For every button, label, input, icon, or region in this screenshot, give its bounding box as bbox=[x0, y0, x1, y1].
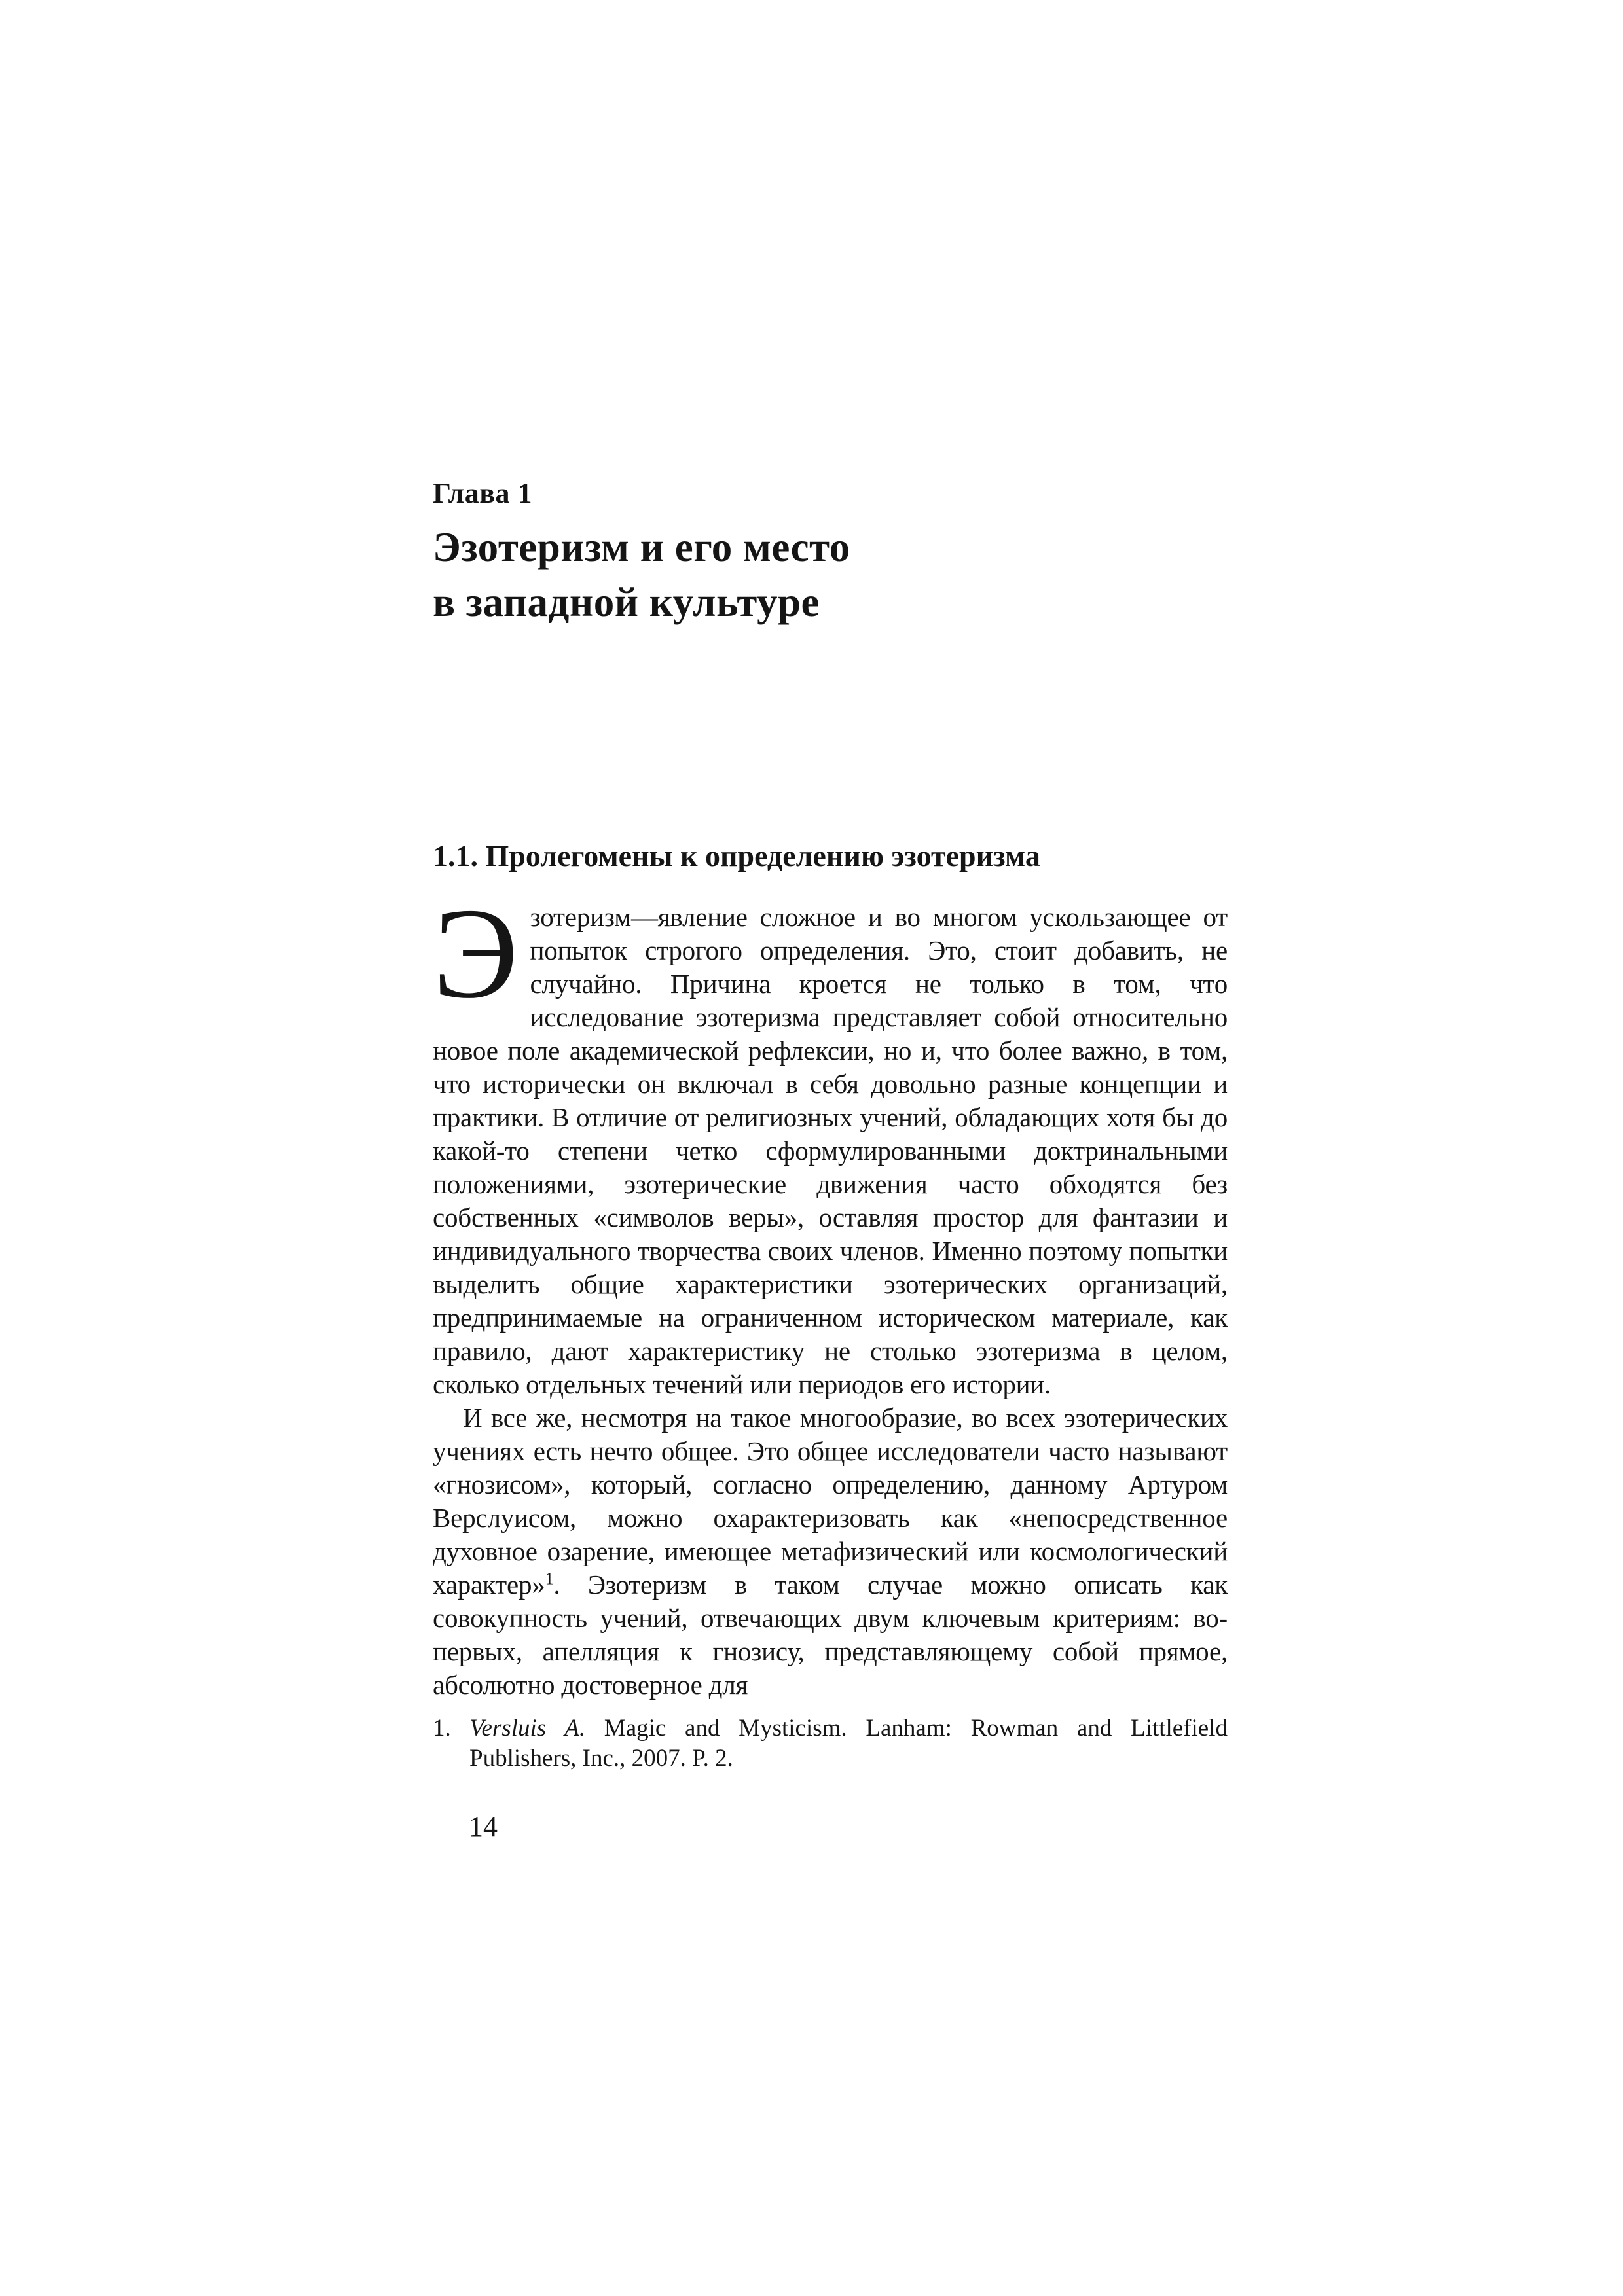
page-number: 14 bbox=[469, 1810, 498, 1842]
text-column bbox=[433, 476, 1228, 1843]
footnote-body bbox=[469, 1713, 1228, 1774]
chapter-title-line-2: в западной культуре bbox=[433, 579, 820, 625]
drop-cap: Э bbox=[433, 882, 519, 1025]
chapter-label: Глава 1 bbox=[433, 477, 532, 509]
footnote bbox=[433, 1713, 1228, 1774]
footnote-reference: 1 bbox=[545, 1569, 554, 1588]
paragraph-2 bbox=[433, 1401, 1228, 1702]
paragraph-1-text: зотеризм—явление сложное и во многом ускользающее от попыток строгого определения. Это, стоит добавить, не случайно. Причина кроется не только в том, что исследование эзотеризма представляет собой относительно новое поле академической рефлексии, но и, что более важно, в том, что исторически он включал в себя довольно разные концепции и практики. В отличие от религиозных учений, обладающих хотя бы до какой-то степени четко сформулированными доктринальными положениями, эзотерические движения часто обходятся без собственных «символов веры», оставляя простор для фантазии и индивидуального творчества своих членов. Именно поэтому попытки выделить общие характеристики эзотерических организаций, предпринимаемые на ограниченном историческом материале, как правило, дают характеристику не столько эзотеризма в целом, сколько отдельных течений или периодов его истории. bbox=[433, 902, 1228, 1399]
body-text bbox=[433, 882, 1228, 1702]
footnote-marker: 1. bbox=[433, 1715, 451, 1742]
paragraph-2-text-after-ref: . Эзотеризм в таком случае можно описать как совокупность учений, отвечающих двум ключевым критериям: во-первых, апелляция к гнозису, представляющему собой прямое, абсолютно достоверное для bbox=[433, 1570, 1228, 1700]
paragraph-1 bbox=[433, 882, 1228, 1401]
paragraph-2-text-before-ref: И все же, несмотря на такое многообразие, во всех эзотерических учениях есть нечто общее. Это общее исследователи часто называют «гнозисом», который, согласно определению, данному Артуром Верслуисом, можно охарактеризовать как «непосредственное духовное озарение, имеющее метафизический или космологический характер» bbox=[433, 1403, 1228, 1600]
section-heading: 1.1. Пролегомены к определению эзотеризма bbox=[433, 839, 1040, 872]
footnote-author: Versluis A. bbox=[469, 1715, 586, 1742]
chapter-title-line-1: Эзотеризм и его место bbox=[433, 524, 850, 570]
footnote-text: Magic and Mysticism. Lanham: Rowman and Littlefield Publishers, Inc., 2007. P. 2. bbox=[469, 1715, 1228, 1772]
chapter-title bbox=[433, 520, 1228, 630]
